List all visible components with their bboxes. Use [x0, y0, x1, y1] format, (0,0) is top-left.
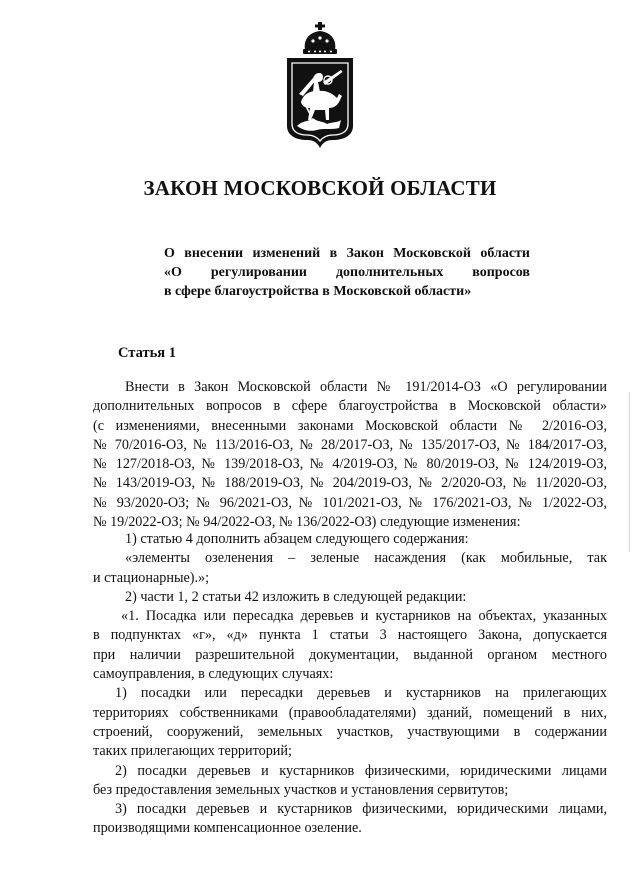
law-title: ЗАКОН МОСКОВСКОЙ ОБЛАСТИ: [143, 176, 497, 200]
text-line: в подпунктах «г», «д» пункта 1 статьи 3 настоящего Закона, допускается: [93, 627, 607, 644]
text-line: Внести в Закон Московской области № 191/2014-ОЗ «О регулировании: [125, 379, 607, 395]
text-line: производящими компенсационное озеление.: [93, 820, 362, 837]
scan-edge-mark: [629, 392, 630, 552]
text-line: № 19/2022-ОЗ; № 94/2022-ОЗ, № 136/2022-ОЗ) следующие изменения:: [93, 514, 521, 531]
text-line: 1) посадки или пересадки деревьев и кустарников на прилегающих: [115, 685, 607, 702]
text-line: территориях собственниками (правообладателями) зданий, помещений в них,: [93, 704, 607, 721]
text-line: 3) посадки деревьев и кустарников физическими, юридическими лицами,: [115, 801, 607, 818]
text-line: № 143/2019-ОЗ, № 188/2019-ОЗ, № 204/2019-ОЗ, № 2/2020-ОЗ, № 11/2020-ОЗ,: [93, 475, 607, 492]
text-line: строений, сооружений, земельных участков, участвующими в содержании: [93, 723, 607, 740]
text-line: 2) посадки деревьев и кустарников физическими, юридическими лицами: [115, 762, 607, 779]
text-line: № 93/2020-ОЗ; № 96/2021-ОЗ, № 101/2021-ОЗ, № 176/2021-ОЗ, № 1/2022-ОЗ,: [93, 494, 607, 511]
text-line: при наличии разрешительной документации, выданной органом местного: [93, 646, 607, 663]
text-line: «элементы озеленения – зеленые насаждения (как мобильные, так: [125, 550, 607, 567]
text-line: (с изменениями, внесенными законами Московской области № 2/2016-ОЗ,: [93, 417, 607, 434]
text-line: дополнительных вопросов в сфере благоустройства в Московской области»: [93, 398, 607, 415]
article-intro: [93, 378, 607, 532]
law-subject: [164, 244, 530, 301]
article-changes: [93, 530, 607, 839]
text-line: самоуправления, в следующих случаях:: [93, 666, 334, 683]
text-line: 1) статью 4 дополнить абзацем следующего содержания:: [125, 531, 469, 547]
text-line: № 127/2018-ОЗ, № 139/2018-ОЗ, № 4/2019-ОЗ, № 80/2019-ОЗ, № 124/2019-ОЗ,: [93, 456, 607, 473]
subject-line: «О регулировании дополнительных вопросов: [164, 265, 530, 280]
article-heading: Статья 1: [118, 345, 176, 361]
text-line: без предоставления земельных участков и установления сервитутов;: [93, 781, 509, 798]
subject-line: в сфере благоустройства в Московской области»: [164, 284, 472, 299]
text-line: и стационарные).»;: [93, 569, 210, 586]
text-line: 2) части 1, 2 статьи 42 изложить в следующей редакции:: [125, 588, 467, 605]
text-line: «1. Посадка или пересадка деревьев и кустарников на объектах, указанных: [121, 608, 607, 625]
text-line: таких прилегающих территорий;: [93, 743, 292, 760]
coat-of-arms-icon: [283, 22, 357, 150]
text-line: № 70/2016-ОЗ, № 113/2016-ОЗ, № 28/2017-ОЗ, № 135/2017-ОЗ, № 184/2017-ОЗ,: [93, 436, 607, 453]
subject-line: О внесении изменений в Закон Московской области: [164, 246, 530, 261]
